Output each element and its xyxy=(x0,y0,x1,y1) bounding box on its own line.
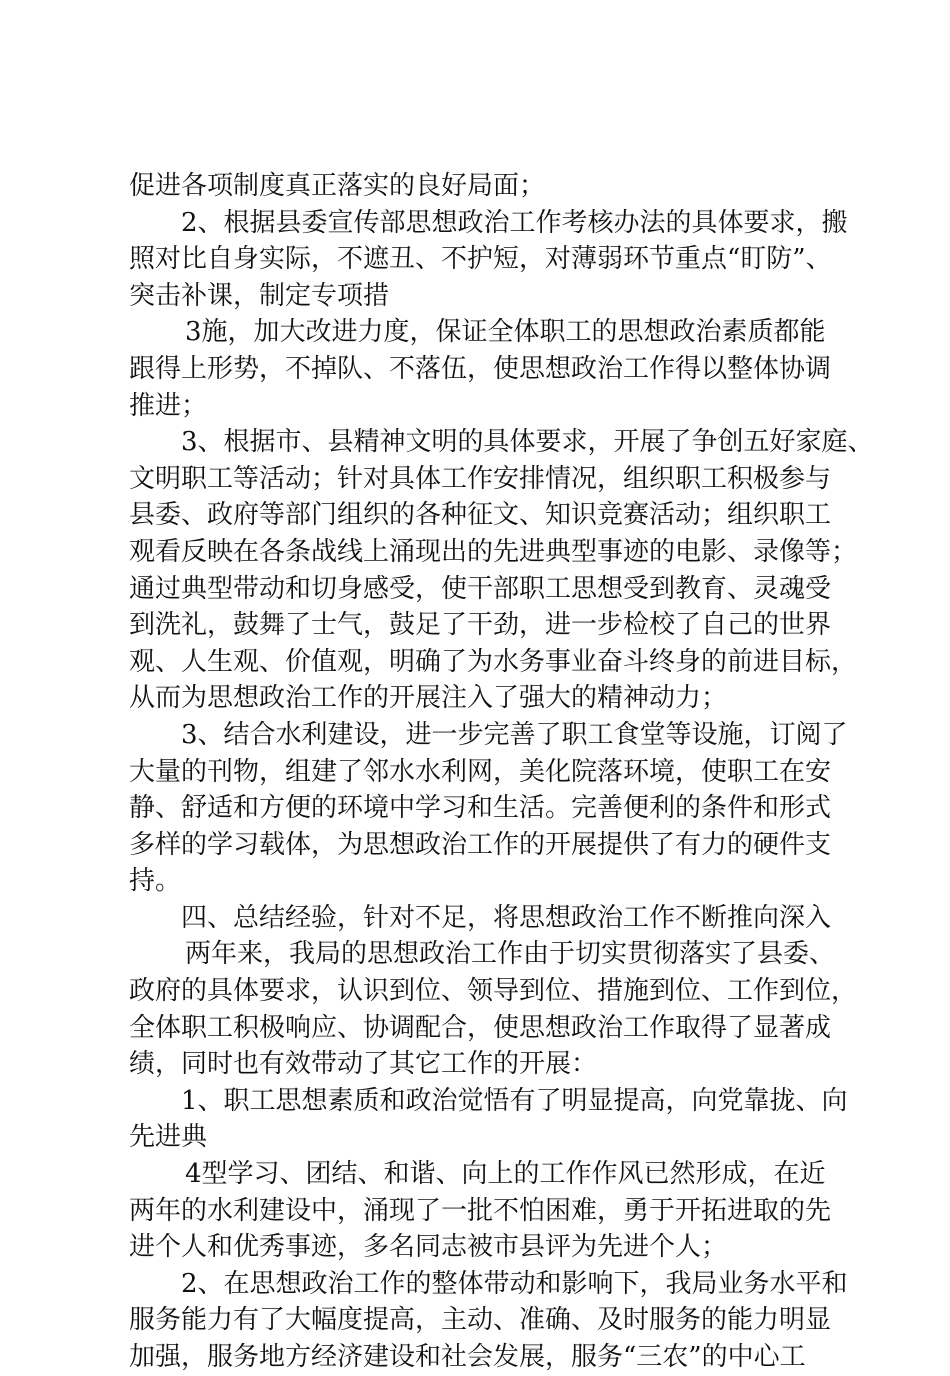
text-line: 服务能力有了大幅度提高，主动、准确、及时服务的能力明显 xyxy=(129,1305,832,1336)
text-line: 政府的具体要求，认识到位、领导到位、措施到位、工作到位， xyxy=(129,976,858,1007)
section-heading: 四、总结经验，针对不足，将思想政治工作不断推向深入 xyxy=(181,902,832,933)
text-line: 县委、政府等部门组织的各种征文、知识竞赛活动；组织职工 xyxy=(129,500,832,531)
text-line: 绩，同时也有效带动了其它工作的开展： xyxy=(129,1049,598,1080)
text-line: 1、职工思想素质和政治觉悟有了明显提高，向党靠拢、向 xyxy=(181,1085,848,1116)
text-line: 观、人生观、价值观，明确了为水务事业奋斗终身的前进目标， xyxy=(129,646,858,677)
text-line: 进个人和优秀事迹，多名同志被市县评为先进个人； xyxy=(129,1232,728,1263)
text-line: 大量的刊物，组建了邻水水利网，美化院落环境，使职工在安 xyxy=(129,756,832,787)
text-line: 到洗礼，鼓舞了士气，鼓足了干劲，进一步检校了自己的世界 xyxy=(129,610,832,641)
text-line: 先进典 xyxy=(129,1122,208,1153)
text-line: 多样的学习载体，为思想政治工作的开展提供了有力的硬件支 xyxy=(129,829,832,860)
text-line: 促进各项制度真正落实的良好局面； xyxy=(129,171,546,201)
document-body xyxy=(129,168,874,1376)
text-line: 持。 xyxy=(129,866,182,897)
text-line: 推进； xyxy=(129,390,208,421)
text-line: 2、在思想政治工作的整体带动和影响下，我局业务水平和 xyxy=(181,1268,848,1299)
text-line: 两年的水利建设中，涌现了一批不怕困难，勇于开拓进取的先 xyxy=(129,1195,832,1226)
text-line: 2、根据县委宣传部思想政治工作考核办法的具体要求，搬 xyxy=(181,207,848,238)
text-line: 照对比自身实际，不遮丑、不护短，对薄弱环节重点“盯防”、 xyxy=(129,244,832,275)
text-line: 静、舒适和方便的环境中学习和生活。完善便利的条件和形式 xyxy=(129,793,832,824)
text-line: 4型学习、团结、和谐、向上的工作作风已然形成，在近 xyxy=(185,1159,826,1190)
text-line: 加强，服务地方经济建设和社会发展，服务“三农”的中心工 xyxy=(129,1342,806,1372)
text-line: 3、根据市、县精神文明的具体要求，开展了争创五好家庭、 xyxy=(181,427,874,458)
text-line: 全体职工积极响应、协调配合，使思想政治工作取得了显著成 xyxy=(129,1012,832,1043)
text-line: 3施，加大改进力度，保证全体职工的思想政治素质都能 xyxy=(185,317,826,348)
text-line: 两年来，我局的思想政治工作由于切实贯彻落实了县委、 xyxy=(185,939,836,970)
text-line: 跟得上形势，不掉队、不落伍，使思想政治工作得以整体协调 xyxy=(129,353,832,384)
text-line: 3、结合水利建设，进一步完善了职工食堂等设施，订阅了 xyxy=(181,719,848,750)
text-line: 观看反映在各条战线上涌现出的先进典型事迹的电影、录像等； xyxy=(129,536,858,567)
text-line: 通过典型带动和切身感受，使干部职工思想受到教育、灵魂受 xyxy=(129,573,832,604)
text-line: 从而为思想政治工作的开展注入了强大的精神动力； xyxy=(129,683,728,714)
text-line: 文明职工等活动；针对具体工作安排情况，组织职工积极参与 xyxy=(129,463,832,494)
text-line: 突击补课，制定专项措 xyxy=(129,280,390,311)
